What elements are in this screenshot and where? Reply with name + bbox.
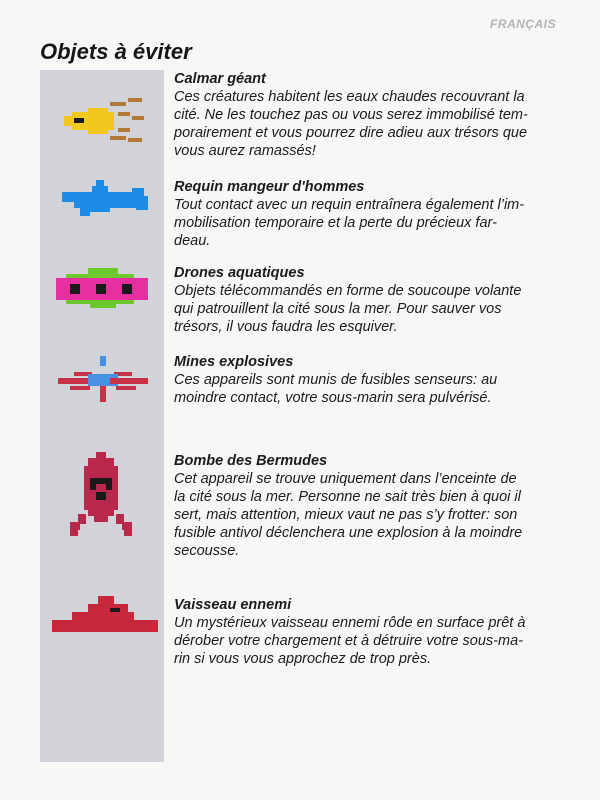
drone-sprite (40, 256, 164, 316)
entry-text: Objets télécommandés en forme de soucoupe volante qui patrouillent la cité sous la mer. Pour sauver vos trésors, il vous faudra les esquiver. (174, 283, 522, 335)
language-label: FRANÇAIS (490, 17, 556, 31)
entry-text: Cet appareil se trouve uniquement dans l’enceinte de la cité sous la mer. Personne ne sait très bien à quoi il sert, mais attention, mieux vaut ne pas s’y frotter: son fusible antivol déclenchera une explosion à la moindre secousse. (174, 471, 523, 559)
entry-title: Calmar géant (174, 71, 266, 87)
squid-tentacles (110, 98, 144, 142)
entry-text: Un mystérieux vaisseau ennemi rôde en surface prêt à dérober votre chargement et à détruire votre sous-ma- rin si vous vous approchez de trop près. (174, 615, 526, 667)
entry-giant-squid (174, 70, 560, 160)
squid-eye (74, 118, 84, 123)
squid-body (64, 108, 114, 134)
bermuda-bomb-sprite (40, 448, 164, 548)
page-title: Objets à éviter (40, 39, 192, 64)
enemy-ship-sprite (40, 586, 164, 646)
entry-enemy-ship (174, 596, 560, 668)
entry-text: Ces créatures habitent les eaux chaudes recouvrant la cité. Ne les touchez pas ou vous serez immobilisé tem- porairement et vous pourrez dire adieu aux trésors que vous aurez ramassés! (174, 89, 528, 159)
entry-text: Tout contact avec un requin entraînera également l’im- mobilisation temporaire et la perte du précieux far- deau. (174, 197, 525, 249)
entry-title: Mines explosives (174, 354, 294, 370)
sprite-strip (40, 70, 164, 762)
entry-drones (174, 264, 560, 336)
giant-squid-sprite (40, 88, 164, 148)
entry-title: Bombe des Bermudes (174, 453, 328, 469)
entry-title: Drones aquatiques (174, 265, 305, 281)
entry-bermuda-bomb (174, 452, 560, 560)
entry-text: Ces appareils sont munis de fusibles senseurs: au moindre contact, votre sous-marin sera pulvérisé. (174, 372, 498, 406)
entry-title: Requin mangeur d'hommes (174, 179, 365, 195)
entry-mines (174, 353, 560, 407)
shark-sprite (40, 170, 164, 230)
entry-title: Vaisseau ennemi (174, 597, 292, 613)
mine-sprite (40, 348, 164, 408)
entry-shark (174, 178, 560, 250)
